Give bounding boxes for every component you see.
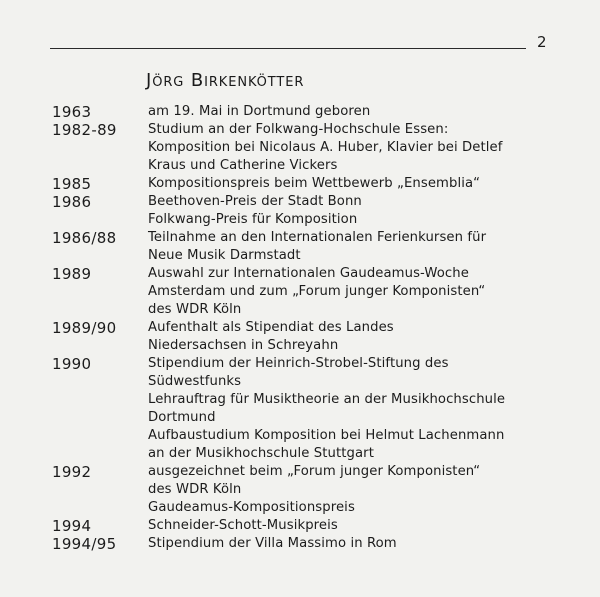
timeline-entry xyxy=(52,265,552,319)
entry-line: Komposition bei Nicolaus A. Huber, Klavier bei Detlef xyxy=(148,140,503,155)
entry-line: des WDR Köln xyxy=(148,482,242,497)
entry-description xyxy=(148,229,552,265)
timeline-entry xyxy=(52,535,552,553)
entry-description xyxy=(148,193,552,229)
entry-year: 1989/90 xyxy=(52,319,117,337)
entry-description xyxy=(148,121,552,175)
entry-line: Teilnahme an den Internationalen Ferienkursen für xyxy=(148,230,487,245)
timeline-entry xyxy=(52,175,552,193)
entry-description xyxy=(148,535,552,553)
timeline-entry xyxy=(52,229,552,265)
header-rule xyxy=(50,48,526,49)
entry-year: 1982-89 xyxy=(52,121,117,139)
timeline-entry xyxy=(52,517,552,535)
entry-line: Schneider-Schott-Musikpreis xyxy=(148,518,338,533)
entry-line: Niedersachsen in Schreyahn xyxy=(148,338,339,353)
entry-line: Auswahl zur Internationalen Gaudeamus-Woche xyxy=(148,266,469,281)
entry-line: Amsterdam und zum „Forum junger Komponisten“ xyxy=(148,284,486,299)
entry-line: Studium an der Folkwang-Hochschule Essen: xyxy=(148,122,449,137)
entry-line: Kompositionspreis beim Wettbewerb „Ensemblia“ xyxy=(148,176,481,191)
entry-year: 1990 xyxy=(52,355,92,373)
entry-line: Beethoven-Preis der Stadt Bonn xyxy=(148,194,362,209)
entry-line: Folkwang-Preis für Komposition xyxy=(148,212,358,227)
entry-line: Südwestfunks xyxy=(148,374,242,389)
entry-description xyxy=(148,355,552,463)
timeline-entry xyxy=(52,463,552,517)
entry-line: an der Musikhochschule Stuttgart xyxy=(148,446,374,461)
entry-description xyxy=(148,265,552,319)
entry-description xyxy=(148,175,552,193)
entry-year: 1963 xyxy=(52,103,92,121)
author-name: Jörg Birkenkötter xyxy=(146,70,305,91)
entry-description xyxy=(148,463,552,517)
timeline-entry xyxy=(52,193,552,229)
entry-year: 1994 xyxy=(52,517,92,535)
entry-line: Neue Musik Darmstadt xyxy=(148,248,301,263)
entry-description xyxy=(148,319,552,355)
entry-description xyxy=(148,103,552,121)
timeline-entry xyxy=(52,103,552,121)
entry-year: 1992 xyxy=(52,463,92,481)
entry-year: 1986/88 xyxy=(52,229,117,247)
entry-line: Gaudeamus-Kompositionspreis xyxy=(148,500,355,515)
entry-line: Kraus und Catherine Vickers xyxy=(148,158,338,173)
entry-year: 1989 xyxy=(52,265,92,283)
entry-line: Aufenthalt als Stipendiat des Landes xyxy=(148,320,394,335)
timeline-entry xyxy=(52,319,552,355)
biography-timeline xyxy=(52,103,552,553)
entry-line: ausgezeichnet beim „Forum junger Komponisten“ xyxy=(148,464,481,479)
entry-year: 1994/95 xyxy=(52,535,117,553)
page-number: 2 xyxy=(537,33,548,51)
entry-description xyxy=(148,517,552,535)
entry-year: 1985 xyxy=(52,175,92,193)
entry-line: Stipendium der Villa Massimo in Rom xyxy=(148,536,397,551)
timeline-entry xyxy=(52,355,552,463)
entry-line: am 19. Mai in Dortmund geboren xyxy=(148,104,371,119)
entry-line: Dortmund xyxy=(148,410,216,425)
timeline-entry xyxy=(52,121,552,175)
entry-line: des WDR Köln xyxy=(148,302,242,317)
entry-year: 1986 xyxy=(52,193,92,211)
entry-line: Stipendium der Heinrich-Strobel-Stiftung des xyxy=(148,356,449,371)
entry-line: Aufbaustudium Komposition bei Helmut Lachenmann xyxy=(148,428,505,443)
entry-line: Lehrauftrag für Musiktheorie an der Musikhochschule xyxy=(148,392,506,407)
